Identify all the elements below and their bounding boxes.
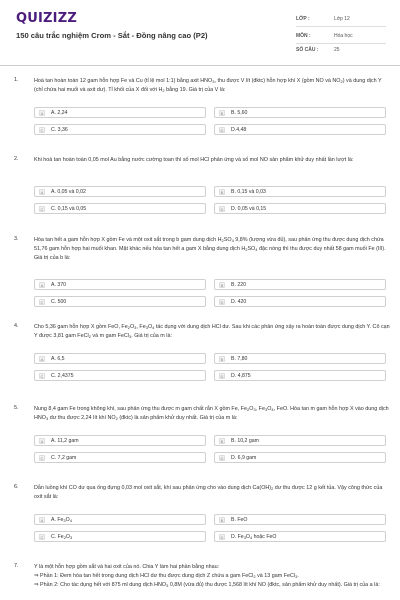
option-letter-box: A	[40, 357, 44, 362]
option-letter-box: D	[220, 535, 224, 540]
option-text: A. $Fe_3O_4$	[51, 517, 72, 523]
option-letter-box: C	[40, 535, 44, 540]
answer-option-c[interactable]	[34, 124, 206, 135]
question-text: Hòa tan hết a gam hỗn hợp X gồm Fe và một oxit sắt trong b gam dung dịch $H_2SO_4$ 9,8% (lượng vừa đủ), sau phản ứng thu được dung dịch chứa 51,76 gam hỗn hợp hai muối khan. Mặt khác nếu hòa tan hết a gam X bằng dung dịch $H_2SO_4$ đặc nóng thì thu được duy nhất 58 gam muối Fe (III). Giá trị của b là:	[34, 237, 386, 261]
meta-label-count: SỐ CÂU :	[296, 47, 319, 53]
answer-option-d[interactable]	[214, 296, 386, 307]
option-letter-box: C	[40, 128, 44, 133]
question-text: Khi hoà tan hoàn toàn 0,05 mol Au bằng nước cường toan thì số mol HCl phản ứng và số mol NO sản phẩm khử duy nhất lần lượt là:	[34, 157, 354, 163]
answer-option-c[interactable]	[34, 203, 206, 214]
option-letter-box: A	[40, 439, 44, 444]
option-letter-box: D	[220, 374, 224, 379]
answer-option-c[interactable]	[34, 370, 206, 381]
option-text: A. 11,2 gam	[51, 438, 79, 444]
option-letter-box: D	[220, 300, 224, 305]
question-number: 7.	[14, 563, 19, 569]
option-letter-box: C	[40, 374, 44, 379]
question-number: 6.	[14, 484, 19, 490]
option-text: D. 0,05 và 0,15	[231, 206, 267, 212]
quizizz-logo: QUIZIZZ	[16, 11, 77, 26]
worksheet-title: 150 câu trắc nghiệm Crom - Sắt - Đồng nâng cao (P2)	[16, 31, 208, 40]
option-letter-box: A	[40, 111, 44, 116]
option-text: D. 6,9 gam	[231, 455, 257, 461]
answer-option-d[interactable]	[214, 124, 386, 135]
option-letter-box: D	[220, 456, 224, 461]
option-letter-box: D	[220, 207, 224, 212]
question-text: Nung 8,4 gam Fe trong không khí, sau phản ứng thu được m gam chất rắn X gồm Fe, $Fe_2O_3$, $Fe_3O_4$, FeO. Hòa tan m gam hỗn hợp X vào dung dịch $HNO_3$ dư thu được 2,24 lít khí $NO_2$ (đktc) là sản phẩm khử duy nhất. Giá trị của m là:	[34, 406, 389, 421]
option-letter-box: B	[220, 518, 224, 523]
question-number: 1.	[14, 77, 19, 83]
answer-option-d[interactable]	[214, 203, 386, 214]
option-letter-box: C	[40, 456, 44, 461]
option-text: D. 4,875	[231, 373, 251, 379]
answer-option-b[interactable]	[214, 279, 386, 290]
option-letter-box: B	[220, 439, 224, 444]
answer-option-c[interactable]	[34, 452, 206, 463]
answer-option-a[interactable]	[34, 514, 206, 525]
option-text: D. 420	[231, 299, 247, 305]
answer-option-a[interactable]	[34, 435, 206, 446]
meta-value-count: 25	[334, 47, 340, 53]
option-letter-box: C	[40, 300, 44, 305]
worksheet-header	[0, 0, 400, 66]
option-text: B. 7,80	[231, 356, 248, 362]
option-text: D.4,48	[231, 127, 247, 133]
question-text: Hoà tan hoàn toàn 12 gam hỗn hợp Fe và Cu (tỉ lệ mol 1:1) bằng axit $HNO_3$, thu được V lít (đktc) hỗn hợp khí X (gồm NO và $NO_2$) và dung dịch Y (chỉ chứa hai muối và axit dư). Tỉ khối của X đối với $H_2$ bằng 19. Giá trị của V là:	[34, 78, 382, 93]
option-text: B. 0,15 và 0,03	[231, 189, 266, 195]
question-text: Y là một hỗn hợp gồm sắt và hai oxit của nó. Chia Y làm hai phần bằng nhau: ⇒ Phần 1: Đem hòa tan hết trong dung dịch HCl dư thu được dung dịch Z chứa a gam FeCl$_2$ và 13 gam FeCl$_3$. ⇒ Phần 2: Cho tác dụng hết với 875 ml dung dịch $HNO_3$ 0,8M (vừa đủ) thu được 1,568 lít khí NO (đktc, sản phẩm khử duy nhất). Giá trị của a là:	[34, 564, 380, 588]
option-letter-box: A	[40, 283, 44, 288]
option-text: A. 6,5	[51, 356, 65, 362]
question-number: 3.	[14, 236, 19, 242]
meta-label-subject: MÔN :	[296, 33, 311, 39]
meta-value-grade: Lớp 12	[334, 16, 350, 22]
option-text: C. 3,36	[51, 127, 68, 133]
answer-option-a[interactable]	[34, 279, 206, 290]
answer-option-c[interactable]	[34, 296, 206, 307]
option-letter-box: B	[220, 283, 224, 288]
meta-value-subject: Hóa học	[334, 33, 353, 39]
answer-option-b[interactable]	[214, 353, 386, 364]
answer-option-b[interactable]	[214, 435, 386, 446]
option-text: C. $Fe_2O_3$	[51, 534, 73, 540]
question-number: 2.	[14, 156, 19, 162]
option-text: C. 0,15 và 0,05	[51, 206, 87, 212]
answer-option-d[interactable]	[214, 452, 386, 463]
question-text: Cho 5,36 gam hỗn hợp X gồm FeO, $Fe_2O_3$, $Fe_3O_4$ tác dụng với dung dịch HCl dư. Sau khi các phản ứng xảy ra hoàn toàn được dung dịch Y. Cô cạn Y được 3,81 gam FeCl$_2$ và m gam FeCl$_3$. Giá trị của m là:	[34, 324, 390, 339]
option-text: A. 370	[51, 282, 66, 288]
meta-divider	[296, 43, 386, 44]
option-text: A. 0,05 và 0,02	[51, 189, 86, 195]
option-text: B. 10,2 gam	[231, 438, 259, 444]
option-text: B. 5,60	[231, 110, 248, 116]
option-text: C. 500	[51, 299, 67, 305]
option-text: A. 2,24	[51, 110, 68, 116]
option-letter-box: B	[220, 111, 224, 116]
meta-divider	[296, 26, 386, 27]
option-letter-box: B	[220, 357, 224, 362]
meta-label-grade: LỚP :	[296, 16, 310, 22]
answer-option-a[interactable]	[34, 186, 206, 197]
answer-option-a[interactable]	[34, 353, 206, 364]
answer-option-b[interactable]	[214, 186, 386, 197]
option-text: C. 7,2 gam	[51, 455, 77, 461]
answer-option-b[interactable]	[214, 107, 386, 118]
answer-option-c[interactable]	[34, 531, 206, 542]
option-letter-box: B	[220, 190, 224, 195]
answer-option-a[interactable]	[34, 107, 206, 118]
option-letter-box: D	[220, 128, 224, 133]
option-text: C. 2,4375	[51, 373, 74, 379]
question-number: 4.	[14, 323, 19, 329]
option-letter-box: A	[40, 518, 44, 523]
question-text: Dẫn luồng khí CO dư qua ống đựng 0,03 mol oxit sắt, khí sau phản ứng cho vào dung dịch $Ca(OH)_2$ dư thu được 12 g kết tủa. Vậy công thức của oxit sắt là:	[34, 485, 383, 500]
option-text: B. 220	[231, 282, 246, 288]
option-text: D. $Fe_3O_4$ hoặc FeO	[231, 534, 277, 540]
question-number: 5.	[14, 405, 19, 411]
option-text: B. FeO	[231, 517, 248, 523]
option-letter-box: A	[40, 190, 44, 195]
answer-option-d[interactable]	[214, 370, 386, 381]
option-letter-box: C	[40, 207, 44, 212]
answer-option-b[interactable]	[214, 514, 386, 525]
answer-option-d[interactable]	[214, 531, 386, 542]
